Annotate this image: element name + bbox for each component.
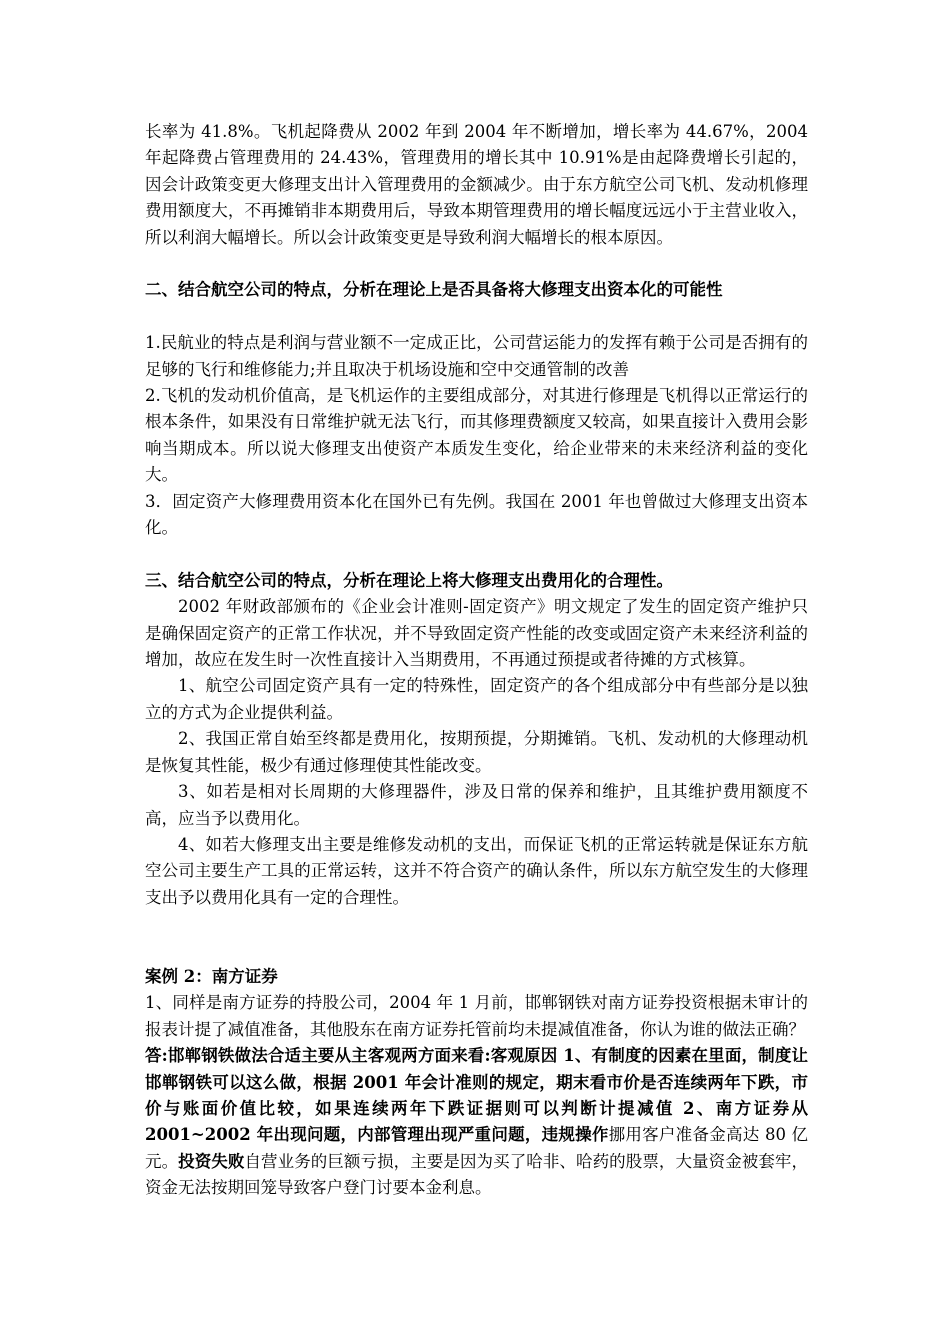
case-question-1: 1、同样是南方证券的持股公司，2004 年 1 月前，邯郸钢铁对南方证券投资根据未审计的报表计提了减值准备，其他股东在南方证券托管前均未提减值准备，你认为谁的做法正确？ <box>145 993 808 1039</box>
section3-point-3: 3、如若是相对长周期的大修理器件，涉及日常的保养和维护，且其维护费用额度不高，应当予以费用化。 <box>145 782 808 828</box>
paragraph-growth-analysis: 长率为 41.8%。飞机起降费从 2002 年到 2004 年不断增加，增长率为 44.67%，2004 年起降费占管理费用的 24.43%，管理费用的增长其中 10.91%是由起降费增长引起的，因会计政策变更大修理支出计入管理费用的金额减少。由于东方航空公司飞机、发动机修理费用额度大，不再摊销非本期费用后，导致本期管理费用的增长幅度远远小于主营业收入，所以利润大幅增长。所以会计政策变更是导致利润大幅增长的根本原因。 <box>145 122 808 247</box>
section3-intro: 2002 年财政部颁布的《企业会计准则-固定资产》明文规定了发生的固定资产维护只是确保固定资产的正常工作状况，并不导致固定资产性能的改变或固定资产未来经济利益的增加，故应在发生时一次性直接计入当期费用，不再通过预提或者待摊的方式核算。 <box>145 597 808 670</box>
section-heading-3: 三、结合航空公司的特点，分析在理论上将大修理支出费用化的合理性。 <box>145 570 673 590</box>
case-answer-1 <box>145 1043 808 1201</box>
document-body <box>145 119 808 1202</box>
section3-point-4: 4、如若大修理支出主要是维修发动机的支出，而保证飞机的正常运转就是保证东方航空公司主要生产工具的正常运转，这并不符合资产的确认条件，所以东方航空发生的大修理支出予以费用化具有一定的合理性。 <box>145 834 808 907</box>
answer-bold-part-2: 投资失败 <box>178 1151 245 1171</box>
section3-point-1: 1、航空公司固定资产具有一定的特殊性，固定资产的各个组成部分中有些部分是以独立的方式为企业提供利益。 <box>145 676 808 722</box>
answer-bold-part: 答:邯郸钢铁做法合适主要从主客观两方面来看:客观原因 1、有制度的因素在里面，制度让邯郸钢铁可以这么做，根据 2001 年会计准则的规定，期末看市价是否连续两年下跌，市价与账面价值比较，如果连续两年下跌证据则可以判断计提减值 2、南方证券从 2001~2002 年出现问题，内部管理出现严重问题，违规操作 <box>145 1046 808 1145</box>
section-heading-2: 二、结合航空公司的特点，分析在理论上是否具备将大修理支出资本化的可能性 <box>145 280 723 300</box>
answer-normal-part: 挪用客户准备金高达 80 亿元。 <box>145 1125 808 1171</box>
section2-point-3: 3．固定资产大修理费用资本化在国外已有先例。我国在 2001 年也曾做过大修理支出资本化。 <box>145 491 808 538</box>
answer-normal-part-2: 自营业务的巨额亏损，主要是因为买了哈非、哈药的股票，大量资金被套牢，资金无法按期回笼导致客户登门讨要本金利息。 <box>145 1151 809 1198</box>
section2-point-2: 2.飞机的发动机价值高，是飞机运作的主要组成部分，对其进行修理是飞机得以正常运行的根本条件，如果没有日常维护就无法飞行，而其修理费额度又较高，如果直接计入费用会影响当期成本。所以说大修理支出使资产本质发生变化，给企业带来的未来经济利益的变化大。 <box>145 386 808 485</box>
section3-point-2: 2、我国正常自始至终都是费用化，按期预提，分期摊销。飞机、发动机的大修理动机是恢复其性能，极少有通过修理使其性能改变。 <box>145 729 808 775</box>
case-title: 案例 2：南方证券 <box>145 966 278 986</box>
section2-point-1: 1.民航业的特点是利润与营业额不一定成正比，公司营运能力的发挥有赖于公司是否拥有的足够的飞行和维修能力;并且取决于机场设施和空中交通管制的改善 <box>145 333 808 379</box>
